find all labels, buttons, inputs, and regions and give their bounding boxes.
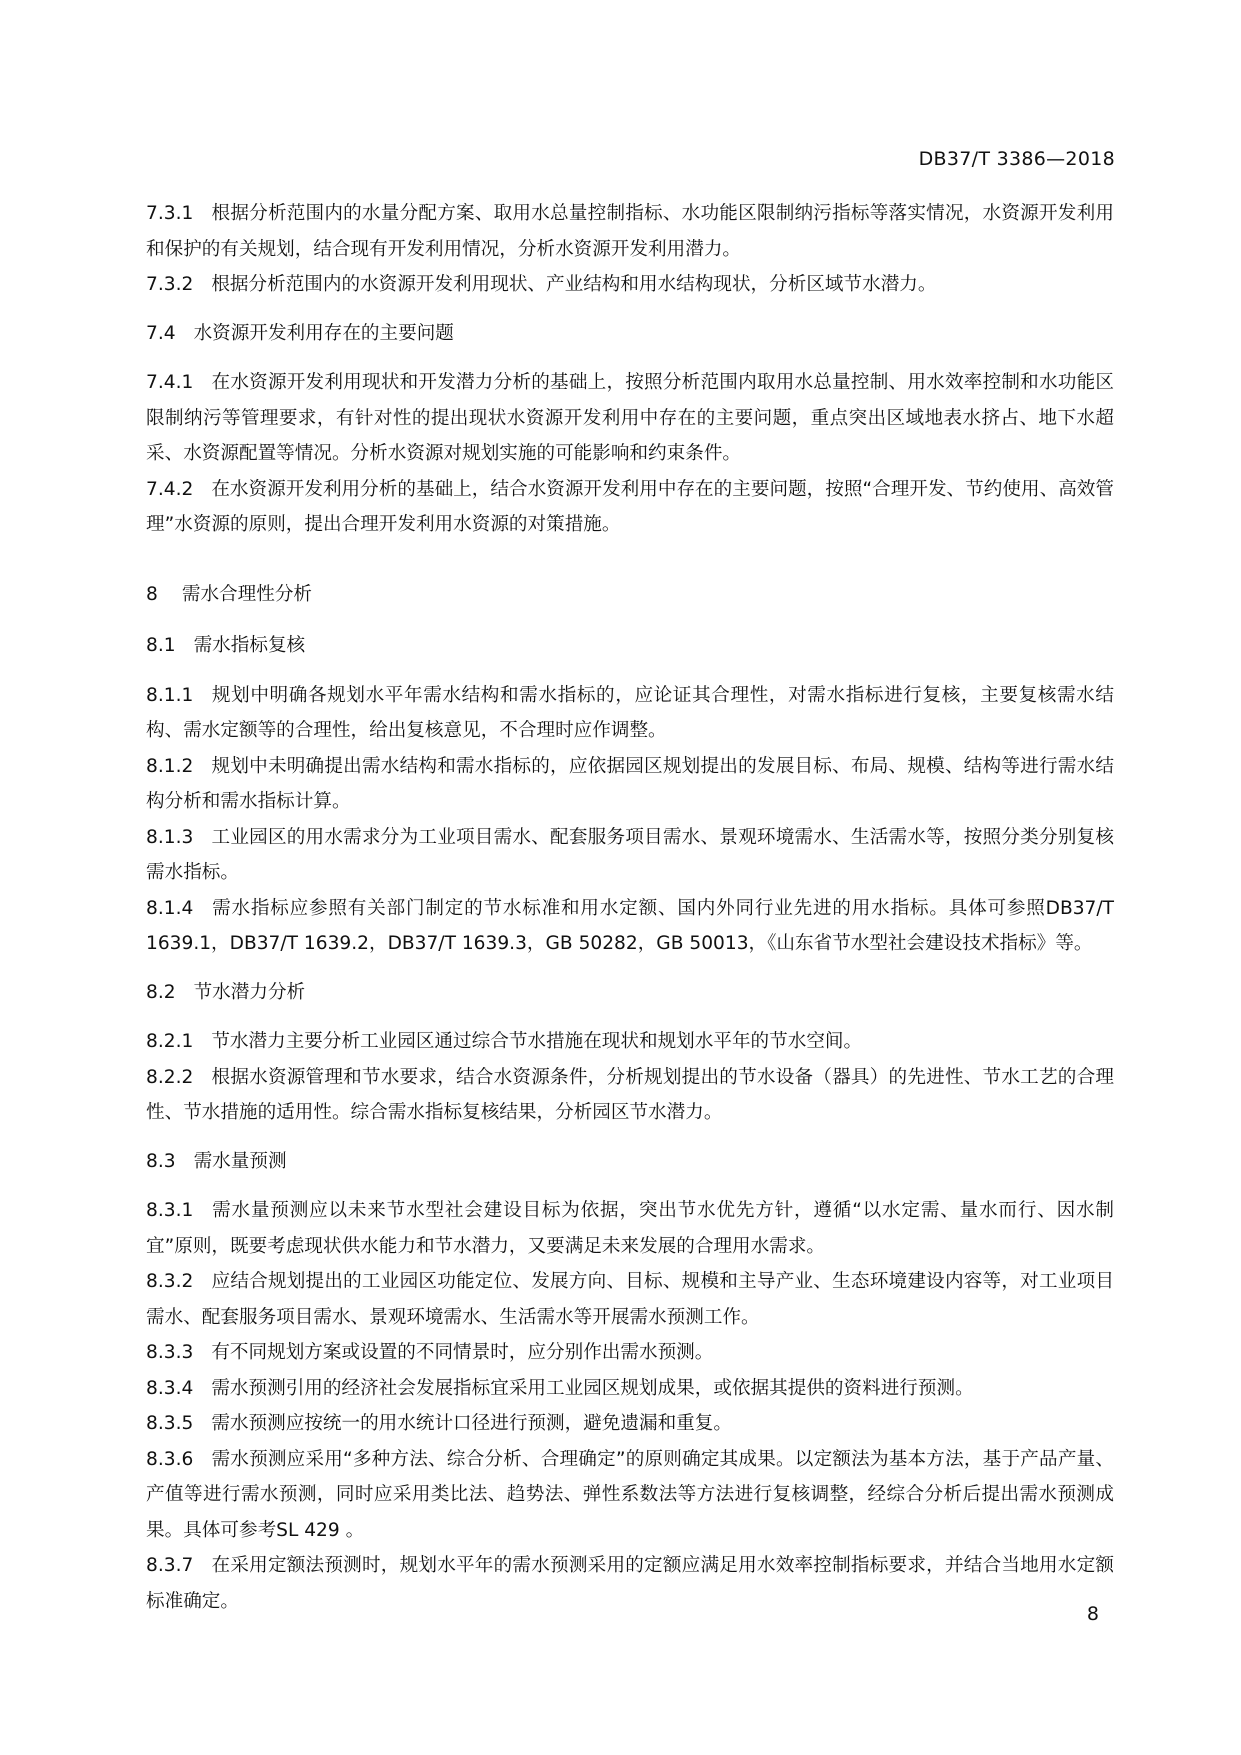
clause-number: 8.2.2 (146, 1066, 194, 1088)
clause-number: 8.1.2 (146, 755, 194, 777)
document-body (146, 196, 1114, 1619)
clause-number: 8.3.6 (146, 1448, 194, 1470)
page-number: 8 (1086, 1603, 1099, 1625)
clause-text: 根据分析范围内的水量分配方案、取用水总量控制指标、水功能区限制纳污指标等落实情况，水资源开发利用和保护的有关规划，结合现有开发利用情况，分析水资源开发利用潜力。 (146, 203, 1114, 260)
heading-text: 需水合理性分析 (181, 583, 313, 605)
clause-number: 8.3.3 (146, 1342, 194, 1363)
clause-paragraph (146, 1406, 1114, 1442)
clause-text: 节水潜力主要分析工业园区通过综合节水措施在现状和规划水平年的节水空间。 (211, 1031, 863, 1052)
clause-text: 需水预测应采用“多种方法、综合分析、合理确定”的原则确定其成果。以定额法为基本方法，基于产品产量、产值等进行需水预测，同时应采用类比法、趋势法、弹性系数法等方法进行复核调整，经综合分析后提出需水预测成果。具体可参考SL 429 。 (146, 1448, 1114, 1541)
clause-number: 7.3.2 (146, 274, 194, 295)
heading-text: 节水潜力分析 (193, 981, 306, 1003)
clause-text: 在水资源开发利用现状和开发潜力分析的基础上，按照分析范围内取用水总量控制、用水效率控制和水功能区限制纳污等管理要求，有针对性的提出现状水资源开发利用中存在的主要问题，重点突出区域地表水挤占、地下水超采、水资源配置等情况。分析水资源对规划实施的可能影响和约束条件。 (146, 372, 1114, 464)
clause-text: 需水指标应参照有关部门制定的节水标准和用水定额、国内外同行业先进的用水指标。具体可参照DB37/T 1639.1，DB37/T 1639.2，DB37/T 1639.3，GB 50282，GB 50013，《山东省节水型社会建设技术指标》等。 (146, 897, 1114, 954)
clause-paragraph (146, 820, 1114, 891)
heading-text: 需水指标复核 (193, 635, 306, 656)
section-heading (146, 577, 1114, 613)
subsection-heading (146, 975, 1114, 1011)
clause-paragraph (146, 267, 1114, 303)
document-code-header: DB37/T 3386—2018 (918, 148, 1115, 170)
heading-number: 8.1 (146, 635, 176, 656)
clause-paragraph (146, 196, 1114, 267)
clause-text: 应结合规划提出的工业园区功能定位、发展方向、目标、规模和主导产业、生态环境建设内容等，对工业项目需水、配套服务项目需水、景观环境需水、生活需水等开展需水预测工作。 (146, 1271, 1114, 1328)
clause-paragraph (146, 365, 1114, 472)
heading-number: 8 (146, 583, 158, 605)
heading-number: 7.4 (146, 322, 176, 344)
heading-number: 8.3 (146, 1150, 176, 1172)
clause-number: 8.3.7 (146, 1555, 194, 1576)
clause-paragraph (146, 1371, 1114, 1407)
clause-text: 规划中明确各规划水平年需水结构和需水指标的，应论证其合理性，对需水指标进行复核，主要复核需水结构、需水定额等的合理性，给出复核意见，不合理时应作调整。 (146, 684, 1114, 741)
clause-number: 8.3.4 (146, 1377, 194, 1399)
clause-paragraph (146, 1024, 1114, 1060)
clause-text: 在水资源开发利用分析的基础上，结合水资源开发利用中存在的主要问题，按照“合理开发、节约使用、高效管理”水资源的原则，提出合理开发利用水资源的对策措施。 (146, 478, 1114, 535)
clause-text: 工业园区的用水需求分为工业项目需水、配套服务项目需水、景观环境需水、生活需水等，按照分类分别复核需水指标。 (146, 826, 1114, 883)
clause-paragraph (146, 1264, 1114, 1335)
clause-number: 8.3.1 (146, 1200, 194, 1221)
subsection-heading (146, 316, 1114, 352)
subsection-heading (146, 1144, 1114, 1180)
clause-number: 8.1.3 (146, 826, 194, 848)
clause-number: 8.2.1 (146, 1031, 194, 1052)
heading-number: 8.2 (146, 981, 176, 1003)
clause-number: 7.4.2 (146, 478, 194, 500)
subsection-heading (146, 628, 1114, 664)
heading-text: 需水量预测 (193, 1150, 287, 1172)
clause-number: 8.1.1 (146, 684, 194, 706)
clause-number: 8.3.5 (146, 1413, 194, 1434)
clause-text: 需水预测引用的经济社会发展指标宜采用工业园区规划成果，或依据其提供的资料进行预测。 (211, 1377, 974, 1399)
clause-paragraph (146, 749, 1114, 820)
heading-text: 水资源开发利用存在的主要问题 (193, 322, 454, 344)
clause-number: 8.1.4 (146, 897, 194, 919)
clause-paragraph (146, 1193, 1114, 1264)
clause-text: 根据水资源管理和节水要求，结合水资源条件，分析规划提出的节水设备（器具）的先进性、节水工艺的合理性、节水措施的适用性。综合需水指标复核结果，分析园区节水潜力。 (146, 1066, 1114, 1123)
clause-paragraph (146, 891, 1114, 962)
clause-paragraph (146, 1060, 1114, 1131)
clause-number: 7.3.1 (146, 203, 194, 224)
clause-number: 7.4.1 (146, 372, 194, 393)
clause-number: 8.3.2 (146, 1271, 194, 1292)
clause-paragraph (146, 1335, 1114, 1371)
clause-text: 在采用定额法预测时，规划水平年的需水预测采用的定额应满足用水效率控制指标要求，并结合当地用水定额标准确定。 (146, 1555, 1114, 1612)
clause-text: 需水量预测应以未来节水型社会建设目标为依据，突出节水优先方针，遵循“以水定需、量水而行、因水制宜”原则，既要考虑现状供水能力和节水潜力，又要满足未来发展的合理用水需求。 (146, 1200, 1114, 1257)
clause-paragraph (146, 1442, 1114, 1549)
clause-paragraph (146, 678, 1114, 749)
clause-text: 有不同规划方案或设置的不同情景时，应分别作出需水预测。 (211, 1342, 714, 1363)
clause-text: 需水预测应按统一的用水统计口径进行预测，避免遗漏和重复。 (211, 1413, 732, 1434)
clause-text: 规划中未明确提出需水结构和需水指标的，应依据园区规划提出的发展目标、布局、规模、结构等进行需水结构分析和需水指标计算。 (146, 755, 1114, 812)
clause-text: 根据分析范围内的水资源开发利用现状、产业结构和用水结构现状，分析区域节水潜力。 (211, 274, 937, 295)
clause-paragraph (146, 472, 1114, 543)
clause-paragraph (146, 1548, 1114, 1619)
